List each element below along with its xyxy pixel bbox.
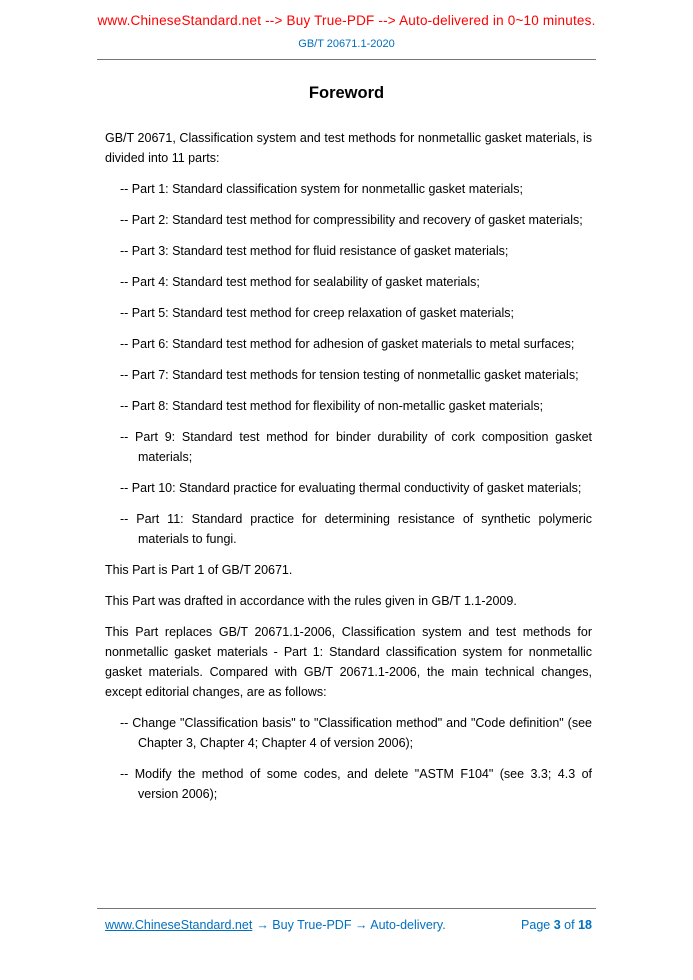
part-list-item: -- Part 4: Standard test method for sealability of gasket materials; [120,275,480,289]
part-list-item: -- Part 3: Standard test method for fluid resistance of gasket materials; [120,244,509,258]
header-banner: www.ChineseStandard.net --> Buy True-PDF --> Auto-delivered in 0~10 minutes. [97,13,596,28]
page-label: Page [521,918,551,932]
part-list-item: -- Part 2: Standard test method for compressibility and recovery of gasket materials; [120,213,583,227]
paragraph-replaces: This Part replaces GB/T 20671.1-2006, Classification system and test methods for nonmetallic gasket materials - Part 1: Standard classification system for nonmetallic gasket materials. Compared with GB/T 20671.1-2006, the main technical changes, except editorial changes, are as follows: [105,625,592,699]
footer-rule [97,908,596,909]
page-current: 3 [553,918,561,932]
part-list-item: -- Part 1: Standard classification system for nonmetallic gasket materials; [120,182,523,196]
page-header [0,0,693,60]
intro-paragraph: GB/T 20671, Classification system and test methods for nonmetallic gasket materials, is divided into 11 parts: [105,131,592,165]
paragraph-drafted: This Part was drafted in accordance with the rules given in GB/T 1.1-2009. [105,594,517,608]
header-rule [97,59,596,60]
page-of-label: of [564,918,575,932]
standard-code: GB/T 20671.1-2020 [298,38,395,50]
change-list-item: -- Change "Classification basis" to "Classification method" and "Code definition" (see Chapter 3, Chapter 4; Chapter 4 of version 2006); [120,716,592,750]
paragraph-part-of: This Part is Part 1 of GB/T 20671. [105,563,293,577]
part-list-item: -- Part 8: Standard test method for flexibility of non-metallic gasket materials; [120,399,544,413]
change-list-item: -- Modify the method of some codes, and delete "ASTM F104" (see 3.3; 4.3 of version 2006); [120,767,592,801]
parts-list [105,179,592,549]
page-title: Foreword [308,84,385,102]
changes-list [105,713,592,804]
part-list-item: -- Part 9: Standard test method for binder durability of cork composition gasket materials; [120,430,592,464]
part-list-item: -- Part 10: Standard practice for evaluating thermal conductivity of gasket materials; [120,481,582,495]
footer-left [105,918,446,932]
footer-tagline: → Buy True-PDF → Auto-delivery. [256,918,446,932]
part-list-item: -- Part 5: Standard test method for creep relaxation of gasket materials; [120,306,514,320]
page-total: 18 [578,918,592,932]
document-body [105,128,592,804]
part-list-item: -- Part 11: Standard practice for determining resistance of synthetic polymeric materials to fungi. [120,512,592,546]
footer-link[interactable]: www.ChineseStandard.net [105,918,253,932]
page-indicator [521,918,592,932]
page-footer [0,908,693,932]
part-list-item: -- Part 6: Standard test method for adhesion of gasket materials to metal surfaces; [120,337,575,351]
part-list-item: -- Part 7: Standard test methods for tension testing of nonmetallic gasket materials; [120,368,579,382]
